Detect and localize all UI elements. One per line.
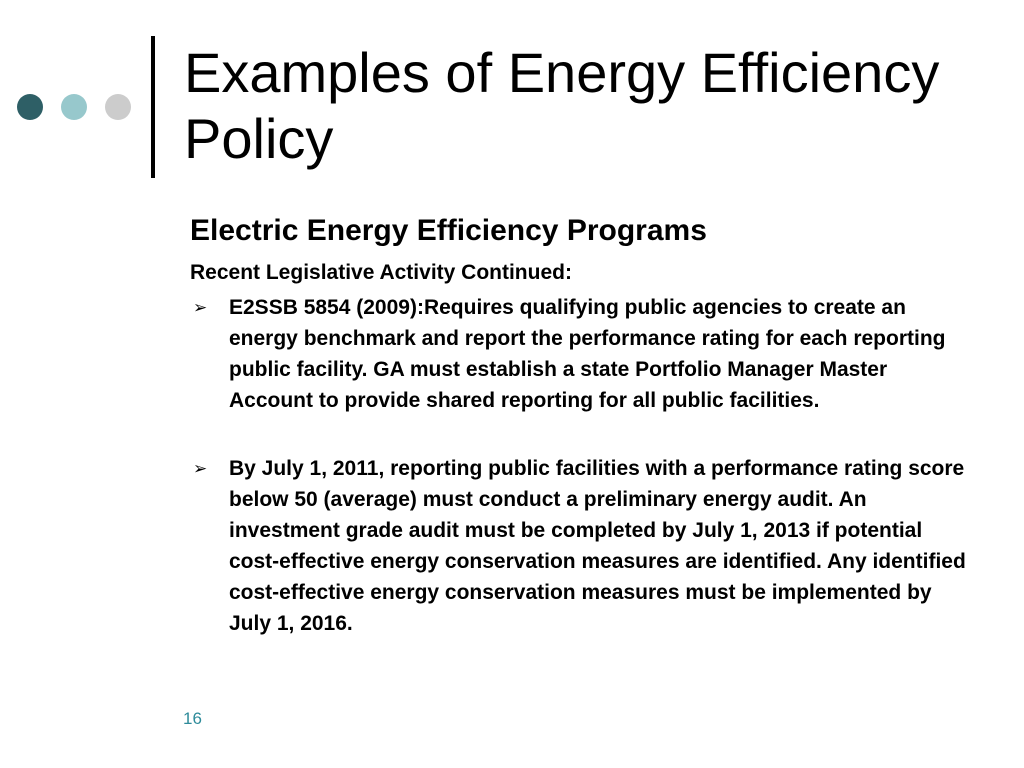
decorative-dot-dark (17, 94, 43, 120)
slide-subtitle: Electric Energy Efficiency Programs (190, 214, 707, 247)
bullet-list (190, 292, 970, 639)
decorative-dot-light (105, 94, 131, 120)
slide-title: Examples of Energy Efficiency Policy (184, 41, 940, 170)
arrow-bullet-icon: ➢ (193, 459, 208, 478)
decorative-dot-mid (61, 94, 87, 120)
title-divider (151, 36, 155, 178)
bullet-text: E2SSB 5854 (2009):Requires qualifying public agencies to create an energy benchmark and report the performance rating for each reporting public facility. GA must establish a state Portfolio Manager Master Account to provide shared reporting for all public facilities. (229, 296, 946, 412)
arrow-bullet-icon: ➢ (193, 298, 208, 317)
page-number: 16 (183, 709, 202, 728)
slide-content (190, 211, 970, 639)
bullet-text: By July 1, 2011, reporting public facilities with a performance rating score below 50 (average) must conduct a preliminary energy audit. An investment grade audit must be completed by July 1, 2013 if potential cost-effective energy conservation measures are identified. Any identified cost-effective energy conservation measures must be implemented by July 1, 2016. (229, 457, 966, 635)
bullet-item (190, 292, 970, 416)
bullet-item (190, 453, 970, 639)
slide-subheading: Recent Legislative Activity Continued: (190, 261, 572, 284)
